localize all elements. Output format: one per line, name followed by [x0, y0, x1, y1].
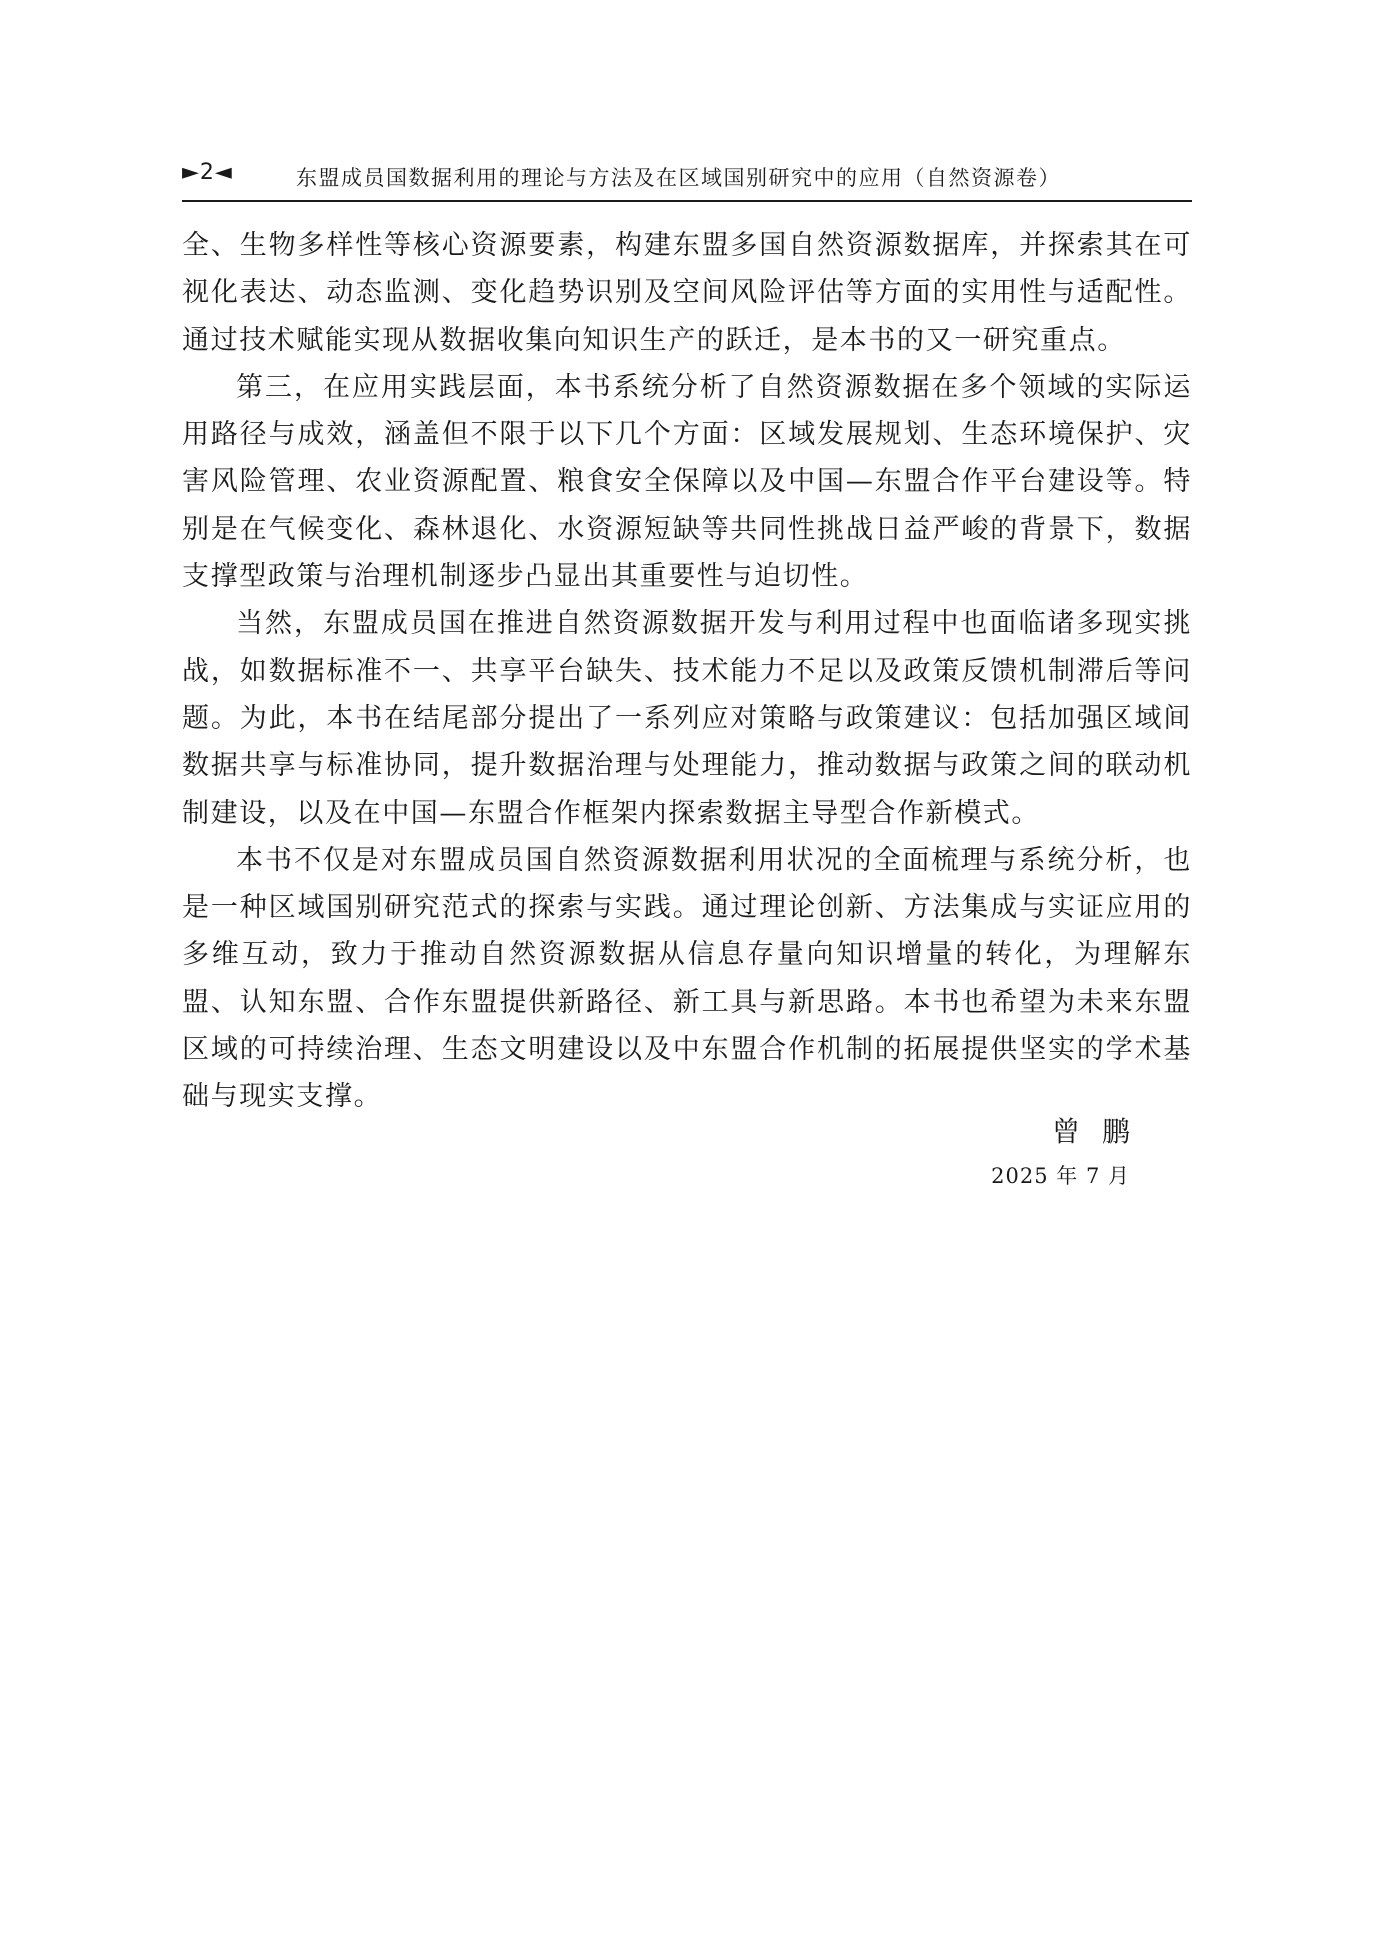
body-text — [182, 222, 1192, 1121]
paragraph-conclusion: 本书不仅是对东盟成员国自然资源数据利用状况的全面梳理与系统分析，也是一种区域国别研究范式的探索与实践。通过理论创新、方法集成与实证应用的多维互动，致力于推动自然资源数据从信息存量向知识增量的转化，为理解东盟、认知东盟、合作东盟提供新路径、新工具与新思路。本书也希望为未来东盟区域的可持续治理、生态文明建设以及中东盟合作机制的拓展提供坚实的学术基础与现实支撑。 — [182, 844, 1192, 1113]
signature-date: 2025 年 7 月 — [991, 1164, 1130, 1188]
book-page — [182, 0, 1192, 1937]
paragraph-continued: 全、生物多样性等核心资源要素，构建东盟多国自然资源数据库，并探索其在可视化表达、动态监测、变化趋势识别及空间风险评估等方面的实用性与适配性。通过技术赋能实现从数据收集向知识生产的跃迁，是本书的又一研究重点。 — [182, 230, 1192, 356]
signature-block — [991, 1112, 1152, 1192]
paragraph-challenges: 当然，东盟成员国在推进自然资源数据开发与利用过程中也面临诸多现实挑战，如数据标准不一、共享平台缺失、技术能力不足以及政策反馈机制滞后等问题。为此，本书在结尾部分提出了一系列应对策略与政策建议：包括加强区域间数据共享与标准协同，提升数据治理与处理能力，推动数据与政策之间的联动机制建设，以及在中国—东盟合作框架内探索数据主导型合作新模式。 — [182, 608, 1192, 829]
author-name: 曾鹏 — [1051, 1115, 1152, 1148]
running-header — [182, 156, 1192, 202]
paragraph-application: 第三，在应用实践层面，本书系统分析了自然资源数据在多个领域的实际运用路径与成效，涵盖但不限于以下几个方面：区域发展规划、生态环境保护、灾害风险管理、农业资源配置、粮食安全保障以及中国—东盟合作平台建设等。特别是在气候变化、森林退化、水资源短缺等共同性挑战日益严峻的背景下，数据支撑型政策与治理机制逐步凸显出其重要性与迫切性。 — [182, 371, 1192, 593]
page-number: ►2◄ — [182, 160, 233, 185]
book-title: 东盟成员国数据利用的理论与方法及在区域国别研究中的应用（自然资源卷） — [296, 166, 1061, 190]
